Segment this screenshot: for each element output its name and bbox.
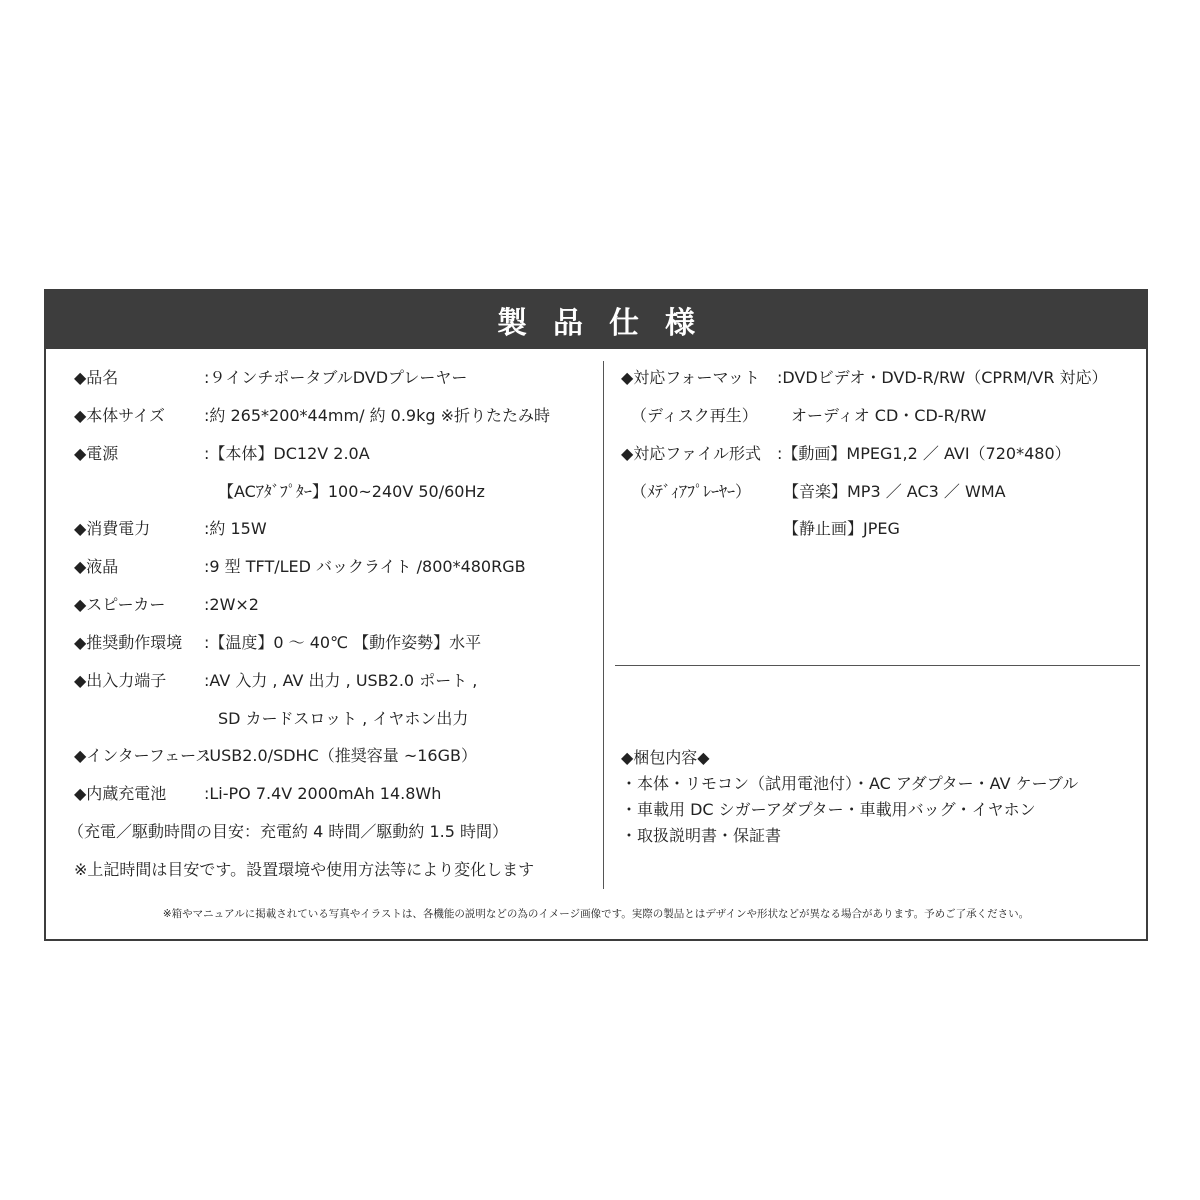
- spec-value: 【ACｱﾀﾞﾌﾟﾀｰ】100~240V 50/60Hz: [218, 482, 485, 501]
- spec-value: オーディオ CD・CD-R/RW: [791, 406, 987, 425]
- spec-value: :USB2.0/SDHC（推奨容量 ~16GB）: [204, 746, 477, 765]
- spec-label: ◆対応ファイル形式: [621, 444, 761, 463]
- spec-label: ◆内蔵充電池: [74, 784, 167, 803]
- spec-label: ◆消費電力: [74, 519, 151, 538]
- section-divider: [615, 665, 1140, 666]
- spec-value: :約 15W: [204, 519, 267, 538]
- packing-contents: [621, 745, 1078, 849]
- spec-value: 【音楽】MP3 ／ AC3 ／ WMA: [783, 482, 1006, 501]
- spec-label: （ディスク再生）: [631, 406, 758, 425]
- battery-time-note: （充電／駆動時間の目安：充電約 4 時間／駆動約 1.5 時間）: [68, 822, 508, 841]
- page-title: 製品仕様: [497, 306, 721, 341]
- spec-label: ◆出入力端子: [74, 671, 167, 690]
- spec-value: :９インチポータブルDVDプレーヤー: [204, 368, 468, 387]
- spec-value: :AV 入力 , AV 出力 , USB2.0 ポート ,: [204, 671, 478, 690]
- spec-value: :【温度】0 ～ 40℃ 【動作姿勢】水平: [204, 633, 482, 652]
- spec-label: ◆品名: [74, 368, 119, 387]
- spec-value: :【動画】MPEG1,2 ／ AVI（720*480）: [777, 444, 1071, 463]
- spec-label: ◆電源: [74, 444, 119, 463]
- packing-item: ・本体・リモコン（試用電池付）・AC アダプター・AV ケーブル: [621, 774, 1079, 793]
- spec-value: SD カードスロット , イヤホン出力: [218, 709, 469, 728]
- spec-value: :DVDビデオ・DVD-R/RW（CPRM/VR 対応）: [777, 368, 1108, 387]
- battery-disclaimer: ※上記時間は目安です。設置環境や使用方法等により変化します: [74, 860, 535, 879]
- spec-label: ◆インターフェース: [74, 746, 212, 765]
- spec-label: （ﾒﾃﾞｨｱﾌﾟﾚｰﾔｰ）: [631, 482, 752, 501]
- spec-label: ◆液晶: [74, 557, 119, 576]
- packing-item: ・車載用 DC シガーアダプター・車載用バッグ・イヤホン: [621, 800, 1036, 819]
- packing-item: ・取扱説明書・保証書: [621, 826, 782, 845]
- packing-title: ◆梱包内容◆: [621, 748, 710, 767]
- spec-value: :9 型 TFT/LED バックライト /800*480RGB: [204, 557, 526, 576]
- column-divider: [603, 361, 604, 889]
- spec-label: ◆対応フォーマット: [621, 368, 760, 387]
- spec-value: :【本体】DC12V 2.0A: [204, 444, 370, 463]
- spec-value: :2W×2: [204, 595, 259, 614]
- spec-value: 【静止画】JPEG: [783, 519, 900, 538]
- spec-label: ◆推奨動作環境: [74, 633, 183, 652]
- spec-value: :約 265*200*44mm/ 約 0.9kg ※折りたたみ時: [204, 406, 551, 425]
- spec-label: ◆スピーカー: [74, 595, 166, 614]
- spec-value: :Li-PO 7.4V 2000mAh 14.8Wh: [204, 784, 442, 803]
- spec-table: [44, 289, 1148, 941]
- header-bar: [46, 291, 1146, 349]
- spec-label: ◆本体サイズ: [74, 406, 166, 425]
- disclaimer-footnote: ※箱やマニュアルに掲載されている写真やイラストは、各機能の説明などの為のイメージ画像です。実際の製品とはデザインや形状などが異なる場合があります。予めご了承ください。: [162, 908, 1030, 920]
